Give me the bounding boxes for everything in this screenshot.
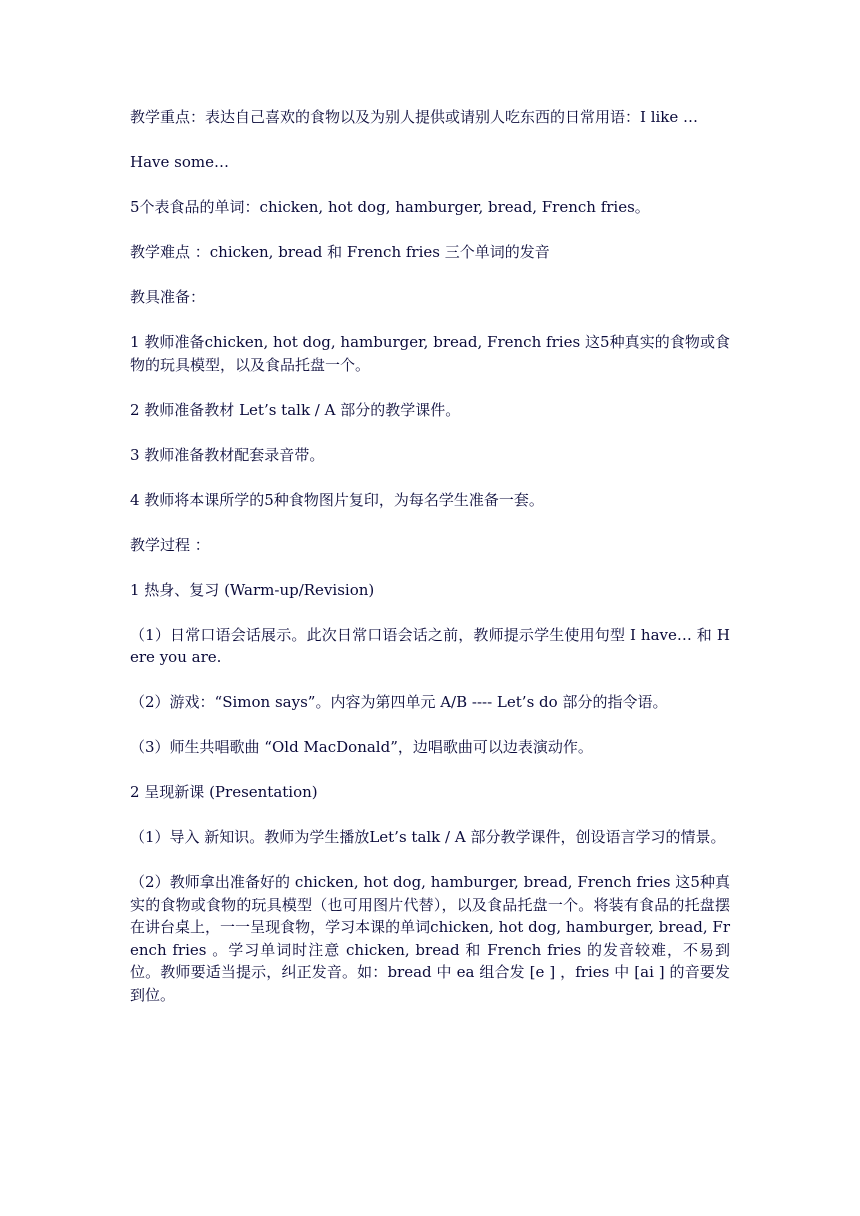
paragraph-warmup-3: （3）师生共唱歌曲 “Old MacDonald”，边唱歌曲可以边表演动作。 [130, 738, 593, 756]
paragraph-teaching-focus: 教学重点：表达自己喜欢的食物以及为别人提供或请别人吃东西的日常用语：I like … [130, 108, 699, 126]
document-body [130, 106, 730, 1029]
paragraph-warmup-heading: 1 热身、复习 (Warm-up/Revision) [130, 580, 375, 599]
paragraph-teaching-difficulty: 教学难点 ：chicken, bread 和 French fries 三个单词的发音 [130, 243, 550, 261]
paragraph-presentation-1: （1）导入 新知识。教师为学生播放Let’s talk / A 部分教学课件，创设语言学习的情景。 [130, 828, 726, 846]
paragraph-warmup-2: （2）游戏：“Simon says”。内容为第四单元 A/B ---- Let’s do 部分的指令语。 [130, 693, 668, 711]
paragraph-have-some: Have some… [130, 153, 229, 171]
paragraph-presentation-2: （2）教师拿出准备好的 chicken, hot dog, hamburger, bread, French fries 这5种真实的食物或食物的玩具模型（也可用图片代替），以及食品托盘一个。将装有食品的托盘摆在讲台桌上，一一呈现食物，学习本课的单词chicken, hot dog, hamburger, bread, French fries 。学习单词时注意 chicken, bread 和 French fries 的发音较难，不易到位。教师要适当提示，纠正发音。如：bread 中 ea 组合发 [e ] ，fries 中 [ai ] 的音要发到位。 [130, 873, 730, 1004]
paragraph-materials-heading: 教具准备： [130, 288, 206, 306]
paragraph-presentation-heading: 2 呈现新课 (Presentation) [130, 783, 318, 801]
paragraph-materials-4: 4 教师将本课所学的5种食物图片复印，为每名学生准备一套。 [130, 490, 544, 509]
paragraph-materials-2: 2 教师准备教材 Let’s talk / A 部分的教学课件。 [130, 400, 461, 419]
paragraph-process-heading: 教学过程 ： [130, 535, 210, 554]
paragraph-warmup-1: （1）日常口语会话展示。此次日常口语会话之前，教师提示学生使用句型 I have… 和 Here you are. [130, 625, 730, 666]
paragraph-materials-3: 3 教师准备教材配套录音带。 [130, 445, 325, 464]
paragraph-food-words: 5个表食品的单词：chicken, hot dog, hamburger, bread, French fries。 [130, 198, 650, 216]
paragraph-materials-1: 1 教师准备chicken, hot dog, hamburger, bread, French fries 这5种真实的食物或食物的玩具模型，以及食品托盘一个。 [130, 333, 730, 374]
